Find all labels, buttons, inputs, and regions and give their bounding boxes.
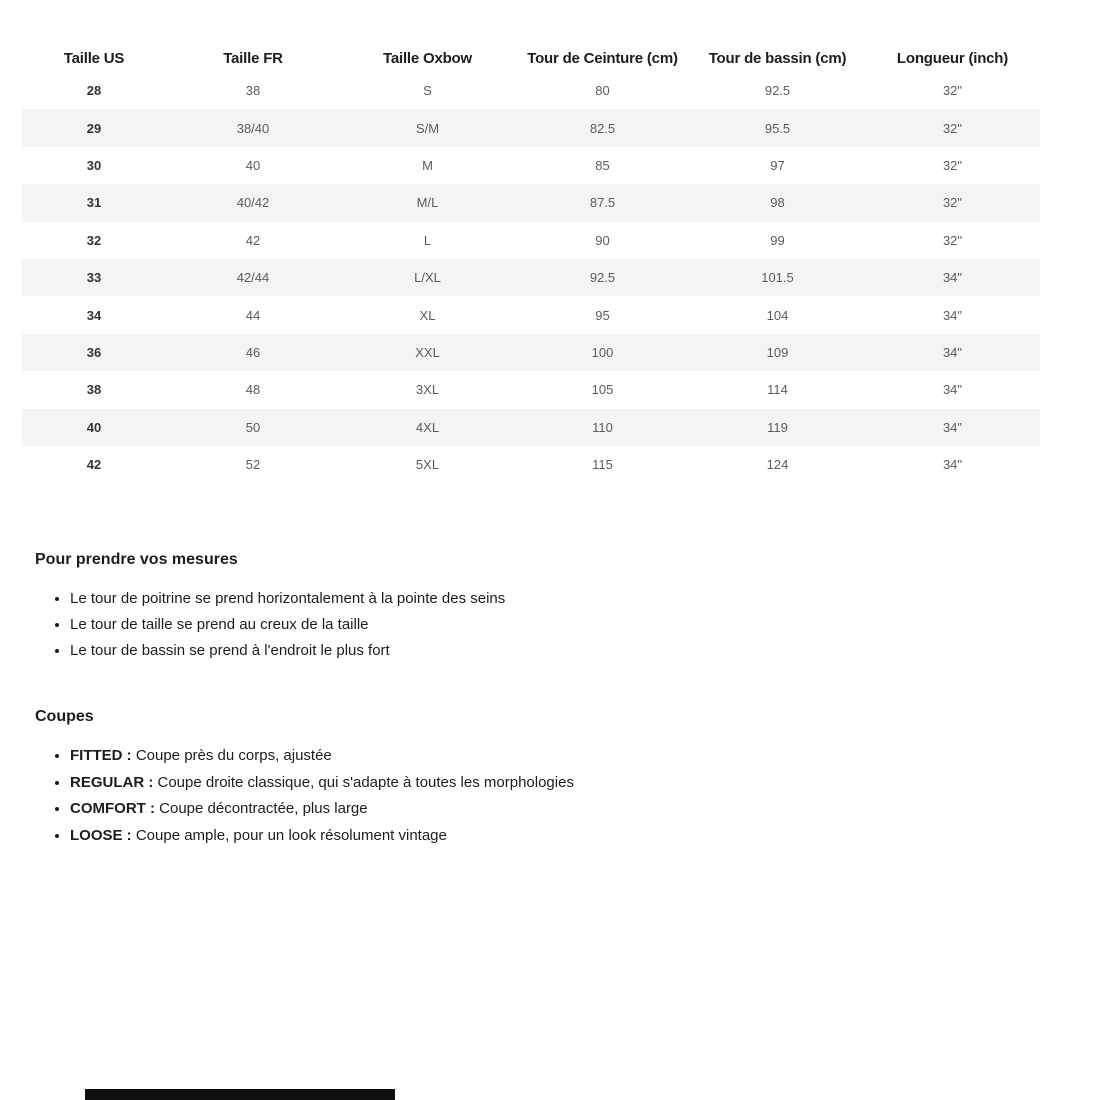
column-header: Longueur (inch) [896,49,1009,67]
table-cell: 34" [942,382,963,398]
table-cell: L [423,232,432,248]
cell-taille-us: 34 [86,307,102,323]
column-header: Taille US [63,49,125,67]
table-row [22,371,1040,408]
table-row [22,334,1040,371]
table-cell: 85 [595,157,610,173]
cell-taille-us: 30 [86,157,102,173]
cut-item: • COMFORT : Coupe décontractée, plus large [70,796,574,823]
cell-taille-us: 31 [86,195,102,211]
cell-taille-us: 38 [86,382,102,398]
table-cell: L/XL [414,270,441,286]
table-cell: 32" [942,83,963,99]
table-cell: 42/44 [236,270,270,286]
table-cell: XL [419,307,436,323]
table-cell: 52 [245,457,261,473]
table-cell: 50 [245,419,261,435]
table-row [22,446,1040,483]
table-cell: S/M [415,120,440,136]
table-cell: 95.5 [764,120,791,136]
table-cell: 115 [592,457,613,473]
table-cell: 92.5 [589,270,616,286]
table-cell: 32" [942,157,963,173]
table-cell: 101.5 [761,270,794,286]
table-cell: 124 [766,457,789,473]
table-cell: 38/40 [236,120,270,136]
column-header: Taille FR [223,49,283,67]
table-cell: 97 [770,157,785,173]
table-cell: 40 [245,157,261,173]
table-cell: 109 [766,344,789,360]
table-row [22,72,1040,109]
table-cell: 104 [766,307,789,323]
measure-item: • Le tour de poitrine se prend horizontalement à la pointe des seins [70,586,505,612]
table-cell: 48 [245,382,261,398]
measures-list [0,586,505,664]
column-header: Taille Oxbow [382,49,472,67]
cut-label: LOOSE : [70,826,132,844]
table-cell: M/L [416,195,439,211]
cell-taille-us: 42 [86,457,102,473]
table-cell: 90 [595,232,610,248]
table-cell: 114 [767,382,788,398]
horizontal-scrollbar-thumb[interactable] [85,1089,395,1100]
table-cell: 38 [245,83,261,99]
cut-item: • LOOSE : Coupe ample, pour un look résolument vintage [70,823,574,850]
column-header: Tour de bassin (cm) [708,49,847,67]
measures-section-title: Pour prendre vos mesures [35,551,238,568]
table-cell: 3XL [415,382,440,398]
table-cell: XXL [415,344,440,360]
cut-label: REGULAR : [70,773,154,791]
table-cell: 99 [770,232,785,248]
table-cell: 34" [942,270,963,286]
table-cell: 32" [942,195,963,211]
size-table-header-row [22,44,1040,72]
table-cell: M [422,157,433,173]
table-cell: 5XL [415,457,440,473]
table-row [22,296,1040,333]
cut-item: • FITTED : Coupe près du corps, ajustée [70,743,574,770]
table-cell: 4XL [415,419,440,435]
table-cell: 34" [942,307,963,323]
table-cell: 80 [595,83,610,99]
table-cell: 98 [770,195,785,211]
table-cell: 92.5 [764,83,791,99]
cell-taille-us: 32 [86,232,102,248]
table-row [22,222,1040,259]
table-cell: 40/42 [236,195,270,211]
table-cell: 42 [245,232,261,248]
cell-taille-us: 33 [86,270,102,286]
cell-taille-us: 28 [86,83,102,99]
cuts-list [0,743,574,849]
cut-item: • REGULAR : Coupe droite classique, qui s'adapte à toutes les morphologies [70,770,574,797]
measure-item: • Le tour de taille se prend au creux de la taille [70,612,505,638]
table-cell: 105 [591,382,614,398]
table-row [22,147,1040,184]
table-cell: 100 [591,344,614,360]
table-cell: 34" [942,457,963,473]
table-cell: 34" [942,344,963,360]
cell-taille-us: 36 [86,344,102,360]
table-cell: 46 [245,344,261,360]
table-row [22,184,1040,221]
table-row [22,409,1040,446]
table-cell: 87.5 [589,195,616,211]
table-cell: 82.5 [589,120,616,136]
table-cell: 32" [942,120,963,136]
cell-taille-us: 29 [86,120,102,136]
table-cell: 44 [245,307,261,323]
size-chart-table [22,44,1040,483]
size-table-body [22,72,1040,483]
table-cell: 95 [595,307,610,323]
cut-label: COMFORT : [70,800,155,817]
cuts-section-title: Coupes [35,708,94,725]
column-header: Tour de Ceinture (cm) [527,49,678,67]
cell-taille-us: 40 [86,419,102,435]
table-row [22,109,1040,146]
table-cell: 32" [942,232,963,248]
table-cell: 110 [592,419,613,435]
cut-label: FITTED : [70,747,132,764]
table-cell: 34" [942,419,963,435]
table-cell: 119 [767,419,788,435]
table-row [22,259,1040,296]
measure-item: • Le tour de bassin se prend à l'endroit le plus fort [70,638,505,664]
table-cell: S [423,83,432,99]
